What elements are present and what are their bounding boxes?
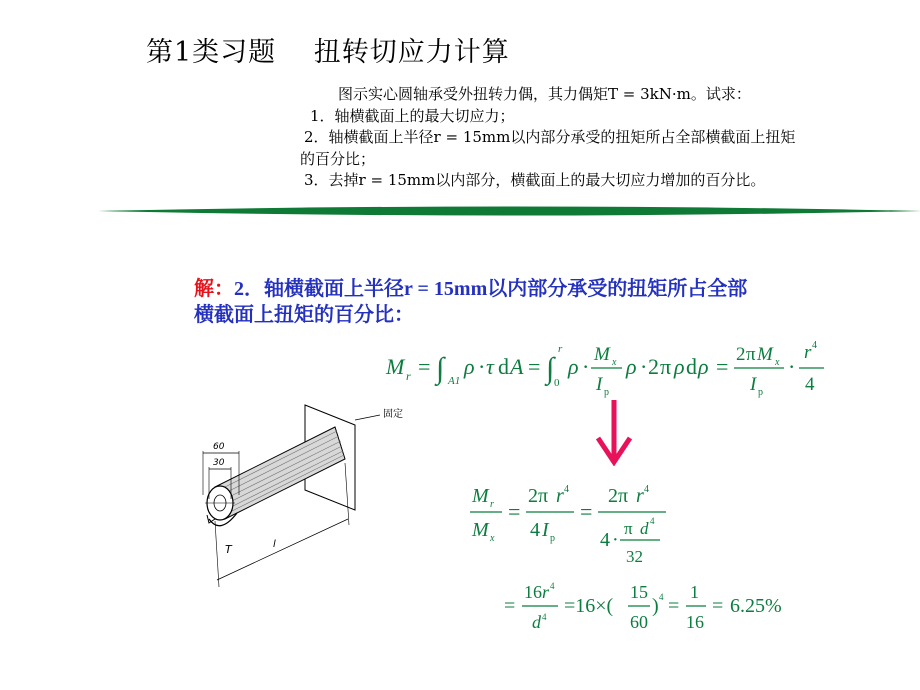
problem-line-5: 3．去掉r = 15mm以内部分，横截面上的最大切应力增加的百分比。 xyxy=(304,171,766,189)
svg-text:d: d xyxy=(686,354,697,379)
svg-text:=: = xyxy=(668,595,680,617)
dim-inner-label: 30 xyxy=(213,458,225,468)
svg-text:=: = xyxy=(580,499,593,524)
solution-heading xyxy=(194,276,747,328)
svg-text:4: 4 xyxy=(644,484,649,495)
svg-text:ρ: ρ xyxy=(698,354,709,379)
svg-text:·: · xyxy=(788,354,796,379)
torque-label: T xyxy=(225,543,232,556)
svg-text:p: p xyxy=(604,387,609,398)
svg-text:4: 4 xyxy=(550,581,555,591)
svg-text:M: M xyxy=(757,344,773,365)
svg-text:2π: 2π xyxy=(608,485,629,507)
svg-text:4: 4 xyxy=(530,519,540,541)
result-percent: 6.25% xyxy=(730,595,782,617)
svg-text:=: = xyxy=(712,595,724,617)
svg-text:60: 60 xyxy=(630,612,648,632)
svg-text:A1: A1 xyxy=(448,375,461,387)
svg-text:M: M xyxy=(386,354,405,379)
svg-text:): ) xyxy=(652,595,659,617)
svg-text:·: · xyxy=(612,529,619,551)
equation-ratio xyxy=(470,478,690,578)
svg-text:ρ: ρ xyxy=(464,354,475,379)
length-label: l xyxy=(273,539,276,550)
svg-text:r: r xyxy=(406,369,411,383)
green-divider xyxy=(98,206,920,216)
svg-text:=: = xyxy=(504,595,516,617)
svg-text:4: 4 xyxy=(600,529,610,551)
svg-text:4: 4 xyxy=(805,374,815,395)
svg-text:·: · xyxy=(478,354,486,379)
svg-text:∫: ∫ xyxy=(546,352,555,385)
svg-text:4: 4 xyxy=(564,484,569,495)
svg-text:2: 2 xyxy=(648,354,659,379)
problem-statement xyxy=(300,84,900,192)
svg-text:r: r xyxy=(490,499,494,510)
svg-text:A: A xyxy=(510,354,524,379)
svg-text:16: 16 xyxy=(686,612,704,632)
svg-text:=: = xyxy=(716,354,729,379)
svg-text:M: M xyxy=(472,519,489,541)
svg-text:·: · xyxy=(582,354,590,379)
svg-text:=16×(: =16×( xyxy=(564,595,614,617)
solution-line-1: 2．轴横截面上半径r = 15mm以内部分承受的扭矩所占全部 xyxy=(234,278,748,300)
svg-text:15: 15 xyxy=(630,582,648,602)
svg-text:ρ: ρ xyxy=(626,354,637,379)
svg-text:p: p xyxy=(758,387,763,398)
svg-text:x: x xyxy=(612,357,617,368)
svg-text:π: π xyxy=(746,344,756,365)
svg-text:I: I xyxy=(542,519,549,541)
svg-text:r: r xyxy=(556,485,564,507)
svg-text:π: π xyxy=(624,519,633,538)
svg-text:·: · xyxy=(640,354,648,379)
dim-outer-label: 60 xyxy=(213,442,225,452)
problem-line-4: 的百分比； xyxy=(300,149,376,168)
svg-text:x: x xyxy=(775,357,780,368)
svg-text:0: 0 xyxy=(554,377,560,389)
solution-prefix: 解： xyxy=(194,278,234,300)
svg-text:d: d xyxy=(640,519,649,538)
problem-line-2: 1．轴横截面上的最大切应力； xyxy=(310,106,515,125)
fixed-label: 固定 xyxy=(383,409,403,420)
svg-text:p: p xyxy=(550,533,555,544)
down-arrow-icon xyxy=(594,400,634,466)
problem-line-1: 图示实心圆轴承受外扭转力偶，其力偶矩T = 3kN·m。试求： xyxy=(338,85,751,103)
svg-text:x: x xyxy=(490,533,495,544)
svg-text:M: M xyxy=(472,485,489,507)
svg-text:4: 4 xyxy=(659,592,664,602)
svg-text:ρ: ρ xyxy=(674,354,685,379)
svg-text:=: = xyxy=(418,354,431,379)
svg-text:32: 32 xyxy=(626,547,643,566)
shaft-figure xyxy=(195,395,415,595)
svg-text:ρ: ρ xyxy=(568,354,579,379)
svg-text:4: 4 xyxy=(812,340,817,351)
svg-text:r: r xyxy=(558,343,563,355)
svg-text:r: r xyxy=(542,582,550,602)
svg-text:I: I xyxy=(750,374,757,395)
svg-text:∫: ∫ xyxy=(436,352,445,385)
svg-text:4: 4 xyxy=(542,612,547,622)
svg-text:r: r xyxy=(636,485,644,507)
svg-text:2π: 2π xyxy=(528,485,549,507)
page-title: 第1类习题 扭转切应力计算 xyxy=(146,37,510,68)
svg-text:π: π xyxy=(660,354,672,379)
svg-text:=: = xyxy=(508,499,521,524)
svg-text:=: = xyxy=(528,354,541,379)
problem-line-3: 2．轴横截面上半径r = 15mm以内部分承受的扭矩所占全部横截面上扭矩 xyxy=(304,128,796,146)
svg-text:2: 2 xyxy=(736,344,746,365)
svg-text:d: d xyxy=(532,612,541,632)
svg-text:τ: τ xyxy=(486,354,494,379)
svg-text:d: d xyxy=(498,354,509,379)
equation-result xyxy=(504,578,804,643)
solution-line-2: 横截面上扭矩的百分比： xyxy=(194,304,414,326)
svg-text:M: M xyxy=(594,344,610,365)
svg-text:1: 1 xyxy=(690,582,699,602)
svg-text:r: r xyxy=(804,342,812,363)
svg-text:16: 16 xyxy=(524,582,542,602)
svg-text:4: 4 xyxy=(650,516,655,526)
equation-torque-integral xyxy=(386,338,846,403)
svg-text:I: I xyxy=(596,374,603,395)
